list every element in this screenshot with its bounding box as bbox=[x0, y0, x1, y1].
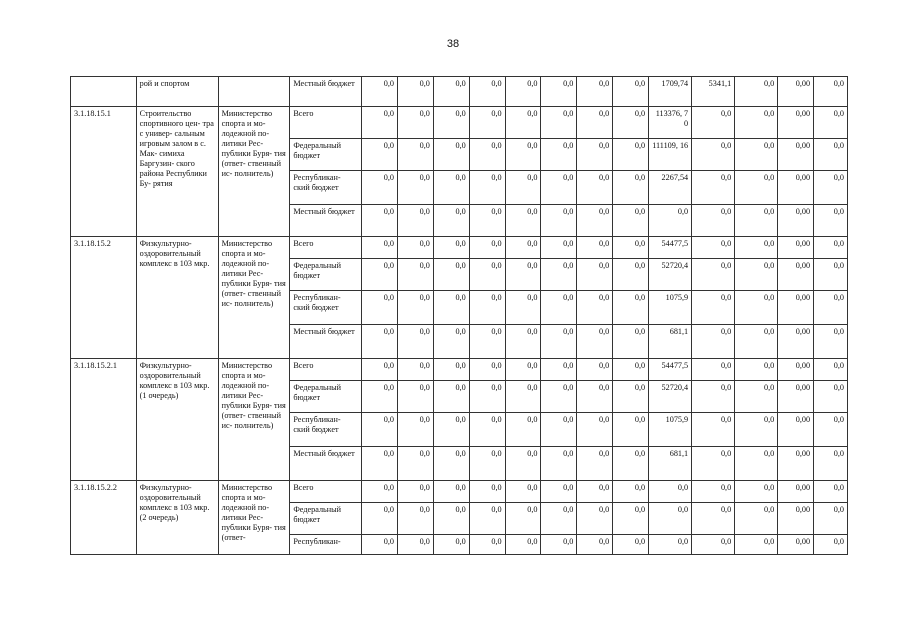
value-cell: 0,0 bbox=[505, 77, 541, 107]
value-cell: 0,0 bbox=[397, 535, 433, 555]
value-cell: 52720,4 bbox=[649, 259, 692, 291]
value-cell: 0,0 bbox=[541, 359, 577, 381]
value-cell: 0,0 bbox=[433, 481, 469, 503]
value-cell: 5341,1 bbox=[692, 77, 735, 107]
value-cell: 0,00 bbox=[778, 259, 814, 291]
value-cell: 0,0 bbox=[692, 413, 735, 447]
value-cell: 0,0 bbox=[577, 447, 613, 481]
value-cell: 0,0 bbox=[613, 77, 649, 107]
value-cell: 0,0 bbox=[362, 359, 398, 381]
value-cell: 0,0 bbox=[505, 107, 541, 139]
value-cell: 0,0 bbox=[735, 139, 778, 171]
value-cell: 0,00 bbox=[778, 107, 814, 139]
value-cell: 0,0 bbox=[577, 503, 613, 535]
value-cell: 0,0 bbox=[469, 171, 505, 205]
value-cell: 0,0 bbox=[577, 237, 613, 259]
value-cell: 0,00 bbox=[778, 77, 814, 107]
value-cell: 0,0 bbox=[469, 447, 505, 481]
row-code-cell: 3.1.18.15.2 bbox=[71, 237, 137, 359]
value-cell: 0,0 bbox=[541, 205, 577, 237]
value-cell: 0,0 bbox=[814, 325, 848, 359]
value-cell: 0,0 bbox=[433, 171, 469, 205]
value-cell: 1075,9 bbox=[649, 413, 692, 447]
value-cell: 0,0 bbox=[613, 359, 649, 381]
value-cell: 111109, 16 bbox=[649, 139, 692, 171]
value-cell: 0,00 bbox=[778, 359, 814, 381]
value-cell: 0,0 bbox=[814, 205, 848, 237]
page-number: 38 bbox=[446, 38, 460, 50]
value-cell: 0,00 bbox=[778, 503, 814, 535]
budget-table bbox=[70, 76, 848, 555]
value-cell: 0,0 bbox=[613, 139, 649, 171]
value-cell: 0,0 bbox=[541, 107, 577, 139]
value-cell: 0,0 bbox=[433, 325, 469, 359]
value-cell: 0,0 bbox=[577, 171, 613, 205]
value-cell: 0,0 bbox=[814, 77, 848, 107]
value-cell: 0,0 bbox=[541, 291, 577, 325]
value-cell: 0,0 bbox=[692, 535, 735, 555]
value-cell: 0,0 bbox=[613, 291, 649, 325]
value-cell: 0,0 bbox=[735, 259, 778, 291]
value-cell: 0,0 bbox=[505, 381, 541, 413]
value-cell: 0,0 bbox=[735, 381, 778, 413]
value-cell: 0,0 bbox=[692, 171, 735, 205]
value-cell: 0,0 bbox=[613, 237, 649, 259]
value-cell: 0,0 bbox=[692, 107, 735, 139]
value-cell: 0,0 bbox=[613, 325, 649, 359]
value-cell: 0,00 bbox=[778, 381, 814, 413]
row-name-cell: Физкультурно- оздоровительный комплекс в 103 мкр. (1 очередь) bbox=[136, 359, 218, 481]
value-cell: 0,0 bbox=[362, 381, 398, 413]
value-cell: 0,00 bbox=[778, 413, 814, 447]
value-cell: 0,0 bbox=[397, 77, 433, 107]
value-cell: 0,0 bbox=[397, 447, 433, 481]
value-cell: 0,0 bbox=[814, 413, 848, 447]
value-cell: 0,0 bbox=[577, 359, 613, 381]
value-cell: 0,0 bbox=[577, 481, 613, 503]
value-cell: 0,0 bbox=[362, 171, 398, 205]
table-row bbox=[71, 107, 848, 139]
funding-source-cell: Местный бюджет bbox=[290, 77, 362, 107]
value-cell: 0,0 bbox=[397, 381, 433, 413]
value-cell: 0,0 bbox=[469, 107, 505, 139]
value-cell: 0,0 bbox=[541, 171, 577, 205]
value-cell: 0,0 bbox=[649, 535, 692, 555]
value-cell: 0,0 bbox=[613, 481, 649, 503]
value-cell: 0,0 bbox=[433, 535, 469, 555]
funding-source-cell: Местный бюджет bbox=[290, 205, 362, 237]
value-cell: 2267,54 bbox=[649, 171, 692, 205]
value-cell: 0,0 bbox=[692, 481, 735, 503]
value-cell: 0,00 bbox=[778, 447, 814, 481]
value-cell: 0,0 bbox=[814, 503, 848, 535]
funding-source-cell: Федеральный бюджет bbox=[290, 503, 362, 535]
value-cell: 0,0 bbox=[505, 413, 541, 447]
value-cell: 0,0 bbox=[541, 535, 577, 555]
value-cell: 0,0 bbox=[613, 503, 649, 535]
value-cell: 0,0 bbox=[814, 259, 848, 291]
value-cell: 0,0 bbox=[362, 413, 398, 447]
row-name-cell: Строительство спортивного цен- тра с универ- сальным игровым залом в с. Мак- симиха Баргузин- ского района Республики Бу- рятия bbox=[136, 107, 218, 237]
value-cell: 0,0 bbox=[505, 325, 541, 359]
value-cell: 0,0 bbox=[814, 535, 848, 555]
value-cell: 0,0 bbox=[814, 381, 848, 413]
value-cell: 0,0 bbox=[577, 139, 613, 171]
value-cell: 0,0 bbox=[541, 77, 577, 107]
value-cell: 0,0 bbox=[362, 205, 398, 237]
value-cell: 0,0 bbox=[735, 503, 778, 535]
value-cell: 54477,5 bbox=[649, 237, 692, 259]
row-code-cell: 3.1.18.15.2.1 bbox=[71, 359, 137, 481]
row-name-cell: рой и спортом bbox=[136, 77, 218, 107]
row-executor-cell: Министерство спорта и мо- лодежной по- литики Рес- публики Буря- тия (ответ- bbox=[218, 481, 290, 555]
value-cell: 0,00 bbox=[778, 139, 814, 171]
value-cell: 52720,4 bbox=[649, 381, 692, 413]
value-cell: 0,0 bbox=[577, 291, 613, 325]
value-cell: 0,0 bbox=[577, 535, 613, 555]
value-cell: 0,0 bbox=[541, 481, 577, 503]
funding-source-cell: Республикан- bbox=[290, 535, 362, 555]
value-cell: 0,0 bbox=[814, 359, 848, 381]
value-cell: 0,0 bbox=[469, 381, 505, 413]
value-cell: 0,0 bbox=[541, 259, 577, 291]
row-executor-cell: Министерство спорта и мо- лодежной по- литики Рес- публики Буря- тия (ответ- ственный ис- полнитель) bbox=[218, 107, 290, 237]
value-cell: 0,0 bbox=[433, 359, 469, 381]
value-cell: 0,0 bbox=[577, 413, 613, 447]
value-cell: 0,0 bbox=[433, 205, 469, 237]
value-cell: 0,0 bbox=[613, 205, 649, 237]
value-cell: 0,0 bbox=[433, 381, 469, 413]
value-cell: 0,00 bbox=[778, 325, 814, 359]
value-cell: 0,0 bbox=[433, 237, 469, 259]
funding-source-cell: Республикан- ский бюджет bbox=[290, 291, 362, 325]
funding-source-cell: Всего bbox=[290, 107, 362, 139]
value-cell: 0,0 bbox=[469, 359, 505, 381]
row-code-cell bbox=[71, 77, 137, 107]
value-cell: 0,0 bbox=[433, 447, 469, 481]
value-cell: 113376, 70 bbox=[649, 107, 692, 139]
row-code-cell: 3.1.18.15.1 bbox=[71, 107, 137, 237]
value-cell: 0,0 bbox=[362, 325, 398, 359]
value-cell: 0,0 bbox=[397, 205, 433, 237]
value-cell: 0,0 bbox=[649, 481, 692, 503]
value-cell: 0,0 bbox=[814, 291, 848, 325]
value-cell: 0,0 bbox=[735, 77, 778, 107]
value-cell: 0,0 bbox=[735, 205, 778, 237]
value-cell: 0,0 bbox=[469, 413, 505, 447]
value-cell: 0,0 bbox=[541, 503, 577, 535]
value-cell: 0,0 bbox=[469, 77, 505, 107]
value-cell: 0,0 bbox=[692, 205, 735, 237]
table-row bbox=[71, 237, 848, 259]
value-cell: 0,0 bbox=[505, 171, 541, 205]
value-cell: 0,0 bbox=[469, 139, 505, 171]
value-cell: 0,0 bbox=[613, 107, 649, 139]
funding-source-cell: Всего bbox=[290, 237, 362, 259]
value-cell: 0,00 bbox=[778, 481, 814, 503]
value-cell: 0,0 bbox=[362, 259, 398, 291]
value-cell: 0,0 bbox=[433, 107, 469, 139]
value-cell: 0,0 bbox=[613, 259, 649, 291]
value-cell: 0,0 bbox=[469, 237, 505, 259]
value-cell: 0,0 bbox=[397, 259, 433, 291]
value-cell: 0,0 bbox=[397, 359, 433, 381]
row-name-cell: Физкультурно- оздоровительный комплекс в 103 мкр. (2 очередь) bbox=[136, 481, 218, 555]
value-cell: 0,0 bbox=[362, 535, 398, 555]
value-cell: 0,0 bbox=[362, 447, 398, 481]
value-cell: 0,0 bbox=[505, 503, 541, 535]
value-cell: 0,0 bbox=[433, 291, 469, 325]
value-cell: 1709,74 bbox=[649, 77, 692, 107]
value-cell: 0,0 bbox=[735, 359, 778, 381]
value-cell: 0,0 bbox=[505, 205, 541, 237]
value-cell: 0,0 bbox=[692, 325, 735, 359]
value-cell: 0,0 bbox=[735, 291, 778, 325]
value-cell: 0,0 bbox=[692, 139, 735, 171]
value-cell: 0,0 bbox=[577, 205, 613, 237]
value-cell: 0,0 bbox=[613, 381, 649, 413]
value-cell: 0,0 bbox=[397, 291, 433, 325]
table-row bbox=[71, 359, 848, 381]
value-cell: 0,00 bbox=[778, 205, 814, 237]
value-cell: 0,0 bbox=[735, 481, 778, 503]
value-cell: 0,0 bbox=[735, 107, 778, 139]
value-cell: 0,0 bbox=[469, 503, 505, 535]
value-cell: 0,0 bbox=[397, 325, 433, 359]
value-cell: 0,0 bbox=[505, 447, 541, 481]
table-row bbox=[71, 481, 848, 503]
value-cell: 0,0 bbox=[577, 259, 613, 291]
value-cell: 0,0 bbox=[469, 481, 505, 503]
value-cell: 0,0 bbox=[541, 447, 577, 481]
funding-source-cell: Федеральный бюджет bbox=[290, 381, 362, 413]
value-cell: 0,0 bbox=[469, 205, 505, 237]
value-cell: 0,0 bbox=[433, 139, 469, 171]
value-cell: 0,0 bbox=[735, 447, 778, 481]
value-cell: 0,0 bbox=[397, 503, 433, 535]
value-cell: 0,0 bbox=[505, 481, 541, 503]
value-cell: 0,0 bbox=[814, 107, 848, 139]
value-cell: 0,0 bbox=[397, 413, 433, 447]
value-cell: 0,0 bbox=[613, 171, 649, 205]
value-cell: 0,0 bbox=[505, 291, 541, 325]
value-cell: 0,00 bbox=[778, 171, 814, 205]
value-cell: 0,0 bbox=[362, 237, 398, 259]
value-cell: 0,0 bbox=[613, 447, 649, 481]
value-cell: 0,0 bbox=[692, 291, 735, 325]
value-cell: 0,0 bbox=[577, 107, 613, 139]
value-cell: 0,0 bbox=[735, 237, 778, 259]
value-cell: 0,0 bbox=[469, 259, 505, 291]
value-cell: 0,0 bbox=[469, 291, 505, 325]
value-cell: 0,0 bbox=[469, 535, 505, 555]
funding-source-cell: Федеральный бюджет bbox=[290, 139, 362, 171]
value-cell: 0,0 bbox=[814, 481, 848, 503]
funding-source-cell: Местный бюджет bbox=[290, 325, 362, 359]
value-cell: 0,0 bbox=[692, 503, 735, 535]
value-cell: 0,0 bbox=[692, 237, 735, 259]
value-cell: 0,0 bbox=[735, 413, 778, 447]
value-cell: 0,00 bbox=[778, 535, 814, 555]
value-cell: 0,0 bbox=[577, 325, 613, 359]
value-cell: 0,0 bbox=[362, 77, 398, 107]
value-cell: 0,0 bbox=[397, 481, 433, 503]
funding-source-cell: Местный бюджет bbox=[290, 447, 362, 481]
value-cell: 0,0 bbox=[577, 77, 613, 107]
value-cell: 0,0 bbox=[692, 447, 735, 481]
row-executor-cell: Министерство спорта и мо- лодежной по- литики Рес- публики Буря- тия (ответ- ственный ис- полнитель) bbox=[218, 359, 290, 481]
value-cell: 0,00 bbox=[778, 237, 814, 259]
value-cell: 0,0 bbox=[649, 205, 692, 237]
value-cell: 0,0 bbox=[692, 259, 735, 291]
value-cell: 0,0 bbox=[735, 325, 778, 359]
value-cell: 0,0 bbox=[541, 237, 577, 259]
value-cell: 0,0 bbox=[505, 359, 541, 381]
value-cell: 0,0 bbox=[613, 413, 649, 447]
value-cell: 0,0 bbox=[541, 325, 577, 359]
value-cell: 0,0 bbox=[362, 291, 398, 325]
value-cell: 0,0 bbox=[433, 503, 469, 535]
row-code-cell: 3.1.18.15.2.2 bbox=[71, 481, 137, 555]
value-cell: 0,0 bbox=[397, 139, 433, 171]
value-cell: 0,0 bbox=[362, 481, 398, 503]
value-cell: 0,0 bbox=[505, 535, 541, 555]
value-cell: 681,1 bbox=[649, 325, 692, 359]
value-cell: 0,0 bbox=[362, 107, 398, 139]
value-cell: 0,0 bbox=[541, 413, 577, 447]
row-executor-cell: Министерство спорта и мо- лодежной по- литики Рес- публики Буря- тия (ответ- ственный ис- полнитель) bbox=[218, 237, 290, 359]
value-cell: 0,0 bbox=[362, 503, 398, 535]
value-cell: 681,1 bbox=[649, 447, 692, 481]
value-cell: 0,0 bbox=[692, 381, 735, 413]
value-cell: 0,0 bbox=[397, 107, 433, 139]
value-cell: 1075,9 bbox=[649, 291, 692, 325]
value-cell: 0,0 bbox=[814, 171, 848, 205]
value-cell: 0,0 bbox=[735, 535, 778, 555]
funding-source-cell: Республикан- ский бюджет bbox=[290, 171, 362, 205]
value-cell: 0,0 bbox=[735, 171, 778, 205]
funding-source-cell: Республикан- ский бюджет bbox=[290, 413, 362, 447]
value-cell: 0,0 bbox=[649, 503, 692, 535]
value-cell: 0,0 bbox=[814, 139, 848, 171]
funding-source-cell: Всего bbox=[290, 481, 362, 503]
value-cell: 0,0 bbox=[577, 381, 613, 413]
value-cell: 0,0 bbox=[433, 77, 469, 107]
value-cell: 54477,5 bbox=[649, 359, 692, 381]
value-cell: 0,0 bbox=[814, 237, 848, 259]
value-cell: 0,0 bbox=[505, 259, 541, 291]
value-cell: 0,0 bbox=[613, 535, 649, 555]
value-cell: 0,0 bbox=[541, 139, 577, 171]
funding-source-cell: Федеральный бюджет bbox=[290, 259, 362, 291]
value-cell: 0,0 bbox=[397, 171, 433, 205]
value-cell: 0,0 bbox=[692, 359, 735, 381]
value-cell: 0,0 bbox=[433, 413, 469, 447]
value-cell: 0,00 bbox=[778, 291, 814, 325]
value-cell: 0,0 bbox=[433, 259, 469, 291]
table-row bbox=[71, 77, 848, 107]
value-cell: 0,0 bbox=[362, 139, 398, 171]
value-cell: 0,0 bbox=[814, 447, 848, 481]
row-name-cell: Физкультурно- оздоровительный комплекс в 103 мкр. bbox=[136, 237, 218, 359]
value-cell: 0,0 bbox=[505, 237, 541, 259]
value-cell: 0,0 bbox=[541, 381, 577, 413]
funding-source-cell: Всего bbox=[290, 359, 362, 381]
value-cell: 0,0 bbox=[505, 139, 541, 171]
value-cell: 0,0 bbox=[469, 325, 505, 359]
row-executor-cell bbox=[218, 77, 290, 107]
value-cell: 0,0 bbox=[397, 237, 433, 259]
